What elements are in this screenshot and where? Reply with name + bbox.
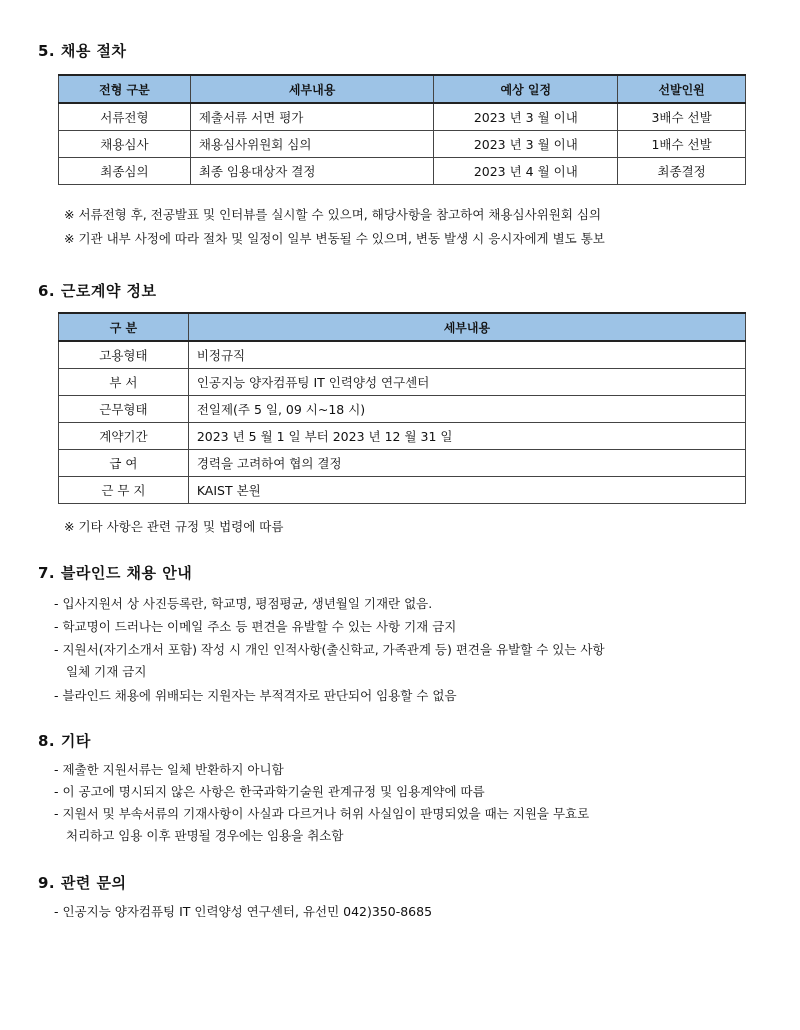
- table-cell: 서류전형: [59, 103, 191, 131]
- header-cell: 세부내용: [190, 75, 434, 103]
- table-cell: 비정규직: [188, 341, 745, 369]
- table-cell: 최종결정: [618, 158, 746, 185]
- table-row: [59, 103, 746, 131]
- table-cell: 2023 년 4 월 이내: [434, 158, 618, 185]
- header-cell: 예상 일정: [434, 75, 618, 103]
- section-9-title: 9. 관련 문의: [38, 874, 127, 892]
- table-cell: 전일제(주 5 일, 09 시~18 시): [188, 396, 745, 423]
- list-item: - 지원서 및 부속서류의 기재사항이 사실과 다르거나 허위 사실임이 판명되었을 때는 지원을 무효로: [54, 806, 590, 821]
- table-cell: 계약기간: [59, 423, 189, 450]
- table-row: [59, 369, 746, 396]
- note: ※ 기관 내부 사정에 따라 절차 및 일정이 일부 변동될 수 있으며, 변동 발생 시 응시자에게 별도 통보: [64, 231, 605, 246]
- list-item: - 입사지원서 상 사진등록란, 학교명, 평점평균, 생년월일 기재란 없음.: [54, 596, 433, 611]
- table-cell: 부 서: [59, 369, 189, 396]
- table-row: [59, 131, 746, 158]
- list-item-continuation: 일체 기재 금지: [66, 664, 147, 679]
- table-cell: 1배수 선발: [618, 131, 746, 158]
- table-cell: 채용심사위원회 심의: [190, 131, 434, 158]
- header-cell: 선발인원: [618, 75, 746, 103]
- table-row: [59, 158, 746, 185]
- table-cell: 2023 년 3 월 이내: [434, 131, 618, 158]
- list-item: - 학교명이 드러나는 이메일 주소 등 편견을 유발할 수 있는 사항 기재 금지: [54, 619, 457, 634]
- list-item: - 블라인드 채용에 위배되는 지원자는 부적격자로 판단되어 임용할 수 없음: [54, 688, 457, 703]
- procedure-table: [58, 74, 746, 185]
- table-header-row: [59, 313, 746, 341]
- table-row: [59, 450, 746, 477]
- list-item: - 이 공고에 명시되지 않은 사항은 한국과학기술원 관계규정 및 임용계약에 따름: [54, 784, 485, 799]
- table-cell: 근 무 지: [59, 477, 189, 504]
- section-5-title: 5. 채용 절차: [38, 42, 127, 60]
- table-cell: 인공지능 양자컴퓨팅 IT 인력양성 연구센터: [188, 369, 745, 396]
- table-cell: 채용심사: [59, 131, 191, 158]
- table-cell: 최종심의: [59, 158, 191, 185]
- header-cell: 전형 구분: [59, 75, 191, 103]
- table-cell: 2023 년 3 월 이내: [434, 103, 618, 131]
- table-cell: KAIST 본원: [188, 477, 745, 504]
- table-row: [59, 423, 746, 450]
- header-cell: 세부내용: [188, 313, 745, 341]
- table-row: [59, 396, 746, 423]
- table-cell: 경력을 고려하여 협의 결정: [188, 450, 745, 477]
- table-cell: 제출서류 서면 평가: [190, 103, 434, 131]
- section-6-title: 6. 근로계약 정보: [38, 282, 157, 300]
- list-item: - 인공지능 양자컴퓨팅 IT 인력양성 연구센터, 유선민 042)350-8685: [54, 904, 433, 919]
- list-item-continuation: 처리하고 임용 이후 판명될 경우에는 임용을 취소함: [66, 828, 344, 843]
- header-cell: 구 분: [59, 313, 189, 341]
- table-row: [59, 341, 746, 369]
- list-item: - 지원서(자기소개서 포함) 작성 시 개인 인적사항(출신학교, 가족관계 등) 편견을 유발할 수 있는 사항: [54, 642, 605, 657]
- table-cell: 최종 임용대상자 결정: [190, 158, 434, 185]
- table-cell: 고용형태: [59, 341, 189, 369]
- table-row: [59, 477, 746, 504]
- note: ※ 서류전형 후, 전공발표 및 인터뷰를 실시할 수 있으며, 해당사항을 참고하여 채용심사위원회 심의: [64, 207, 602, 222]
- contract-table: [58, 312, 746, 504]
- table-header-row: [59, 75, 746, 103]
- table-cell: 근무형태: [59, 396, 189, 423]
- table-cell: 3배수 선발: [618, 103, 746, 131]
- table-cell: 2023 년 5 월 1 일 부터 2023 년 12 월 31 일: [188, 423, 745, 450]
- section-7-title: 7. 블라인드 채용 안내: [38, 564, 193, 582]
- list-item: - 제출한 지원서류는 일체 반환하지 아니함: [54, 762, 284, 777]
- note: ※ 기타 사항은 관련 규정 및 법령에 따름: [64, 519, 284, 534]
- section-8-title: 8. 기타: [38, 732, 91, 750]
- table-cell: 급 여: [59, 450, 189, 477]
